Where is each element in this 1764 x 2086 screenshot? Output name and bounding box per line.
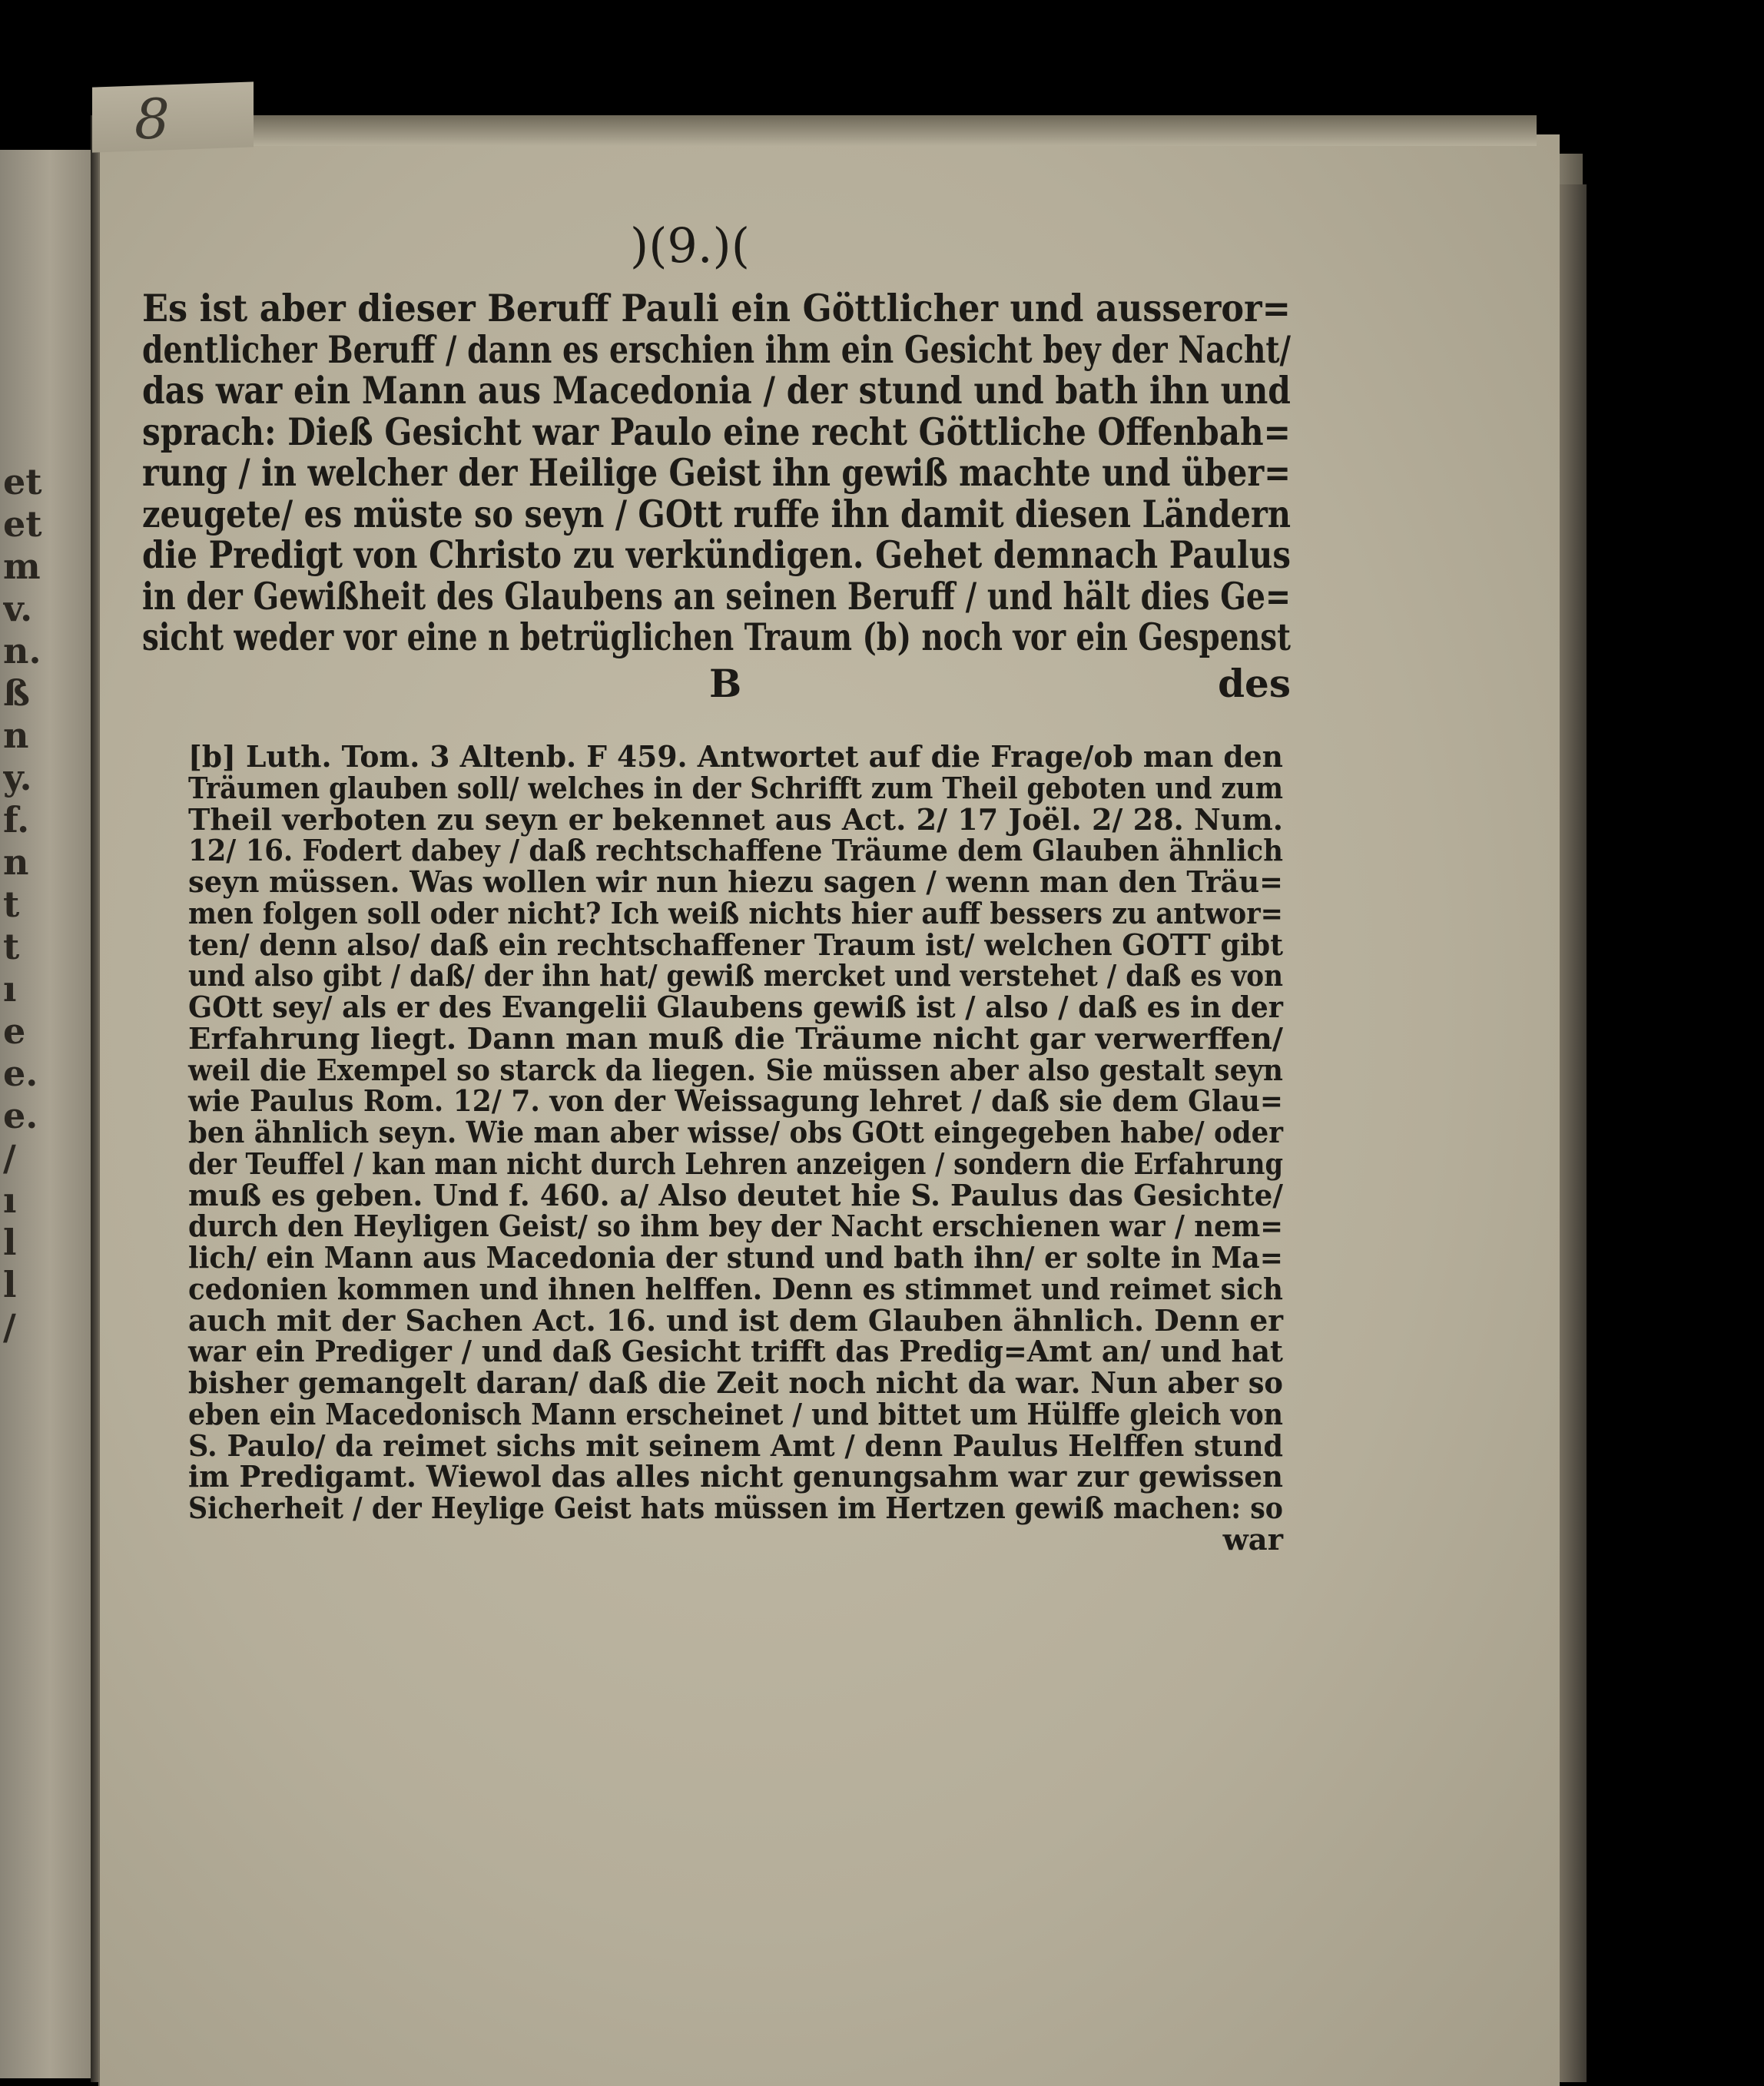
text-line: sprach: Dieß Gesicht war Paulo eine recht Göttliche Offenbah= [142,409,1291,454]
footnote-line: [b] Luth. Tom. 3 Altenb. F 459. Antwortet auf die Frage/ob man den [188,740,1283,774]
text-line: in der Gewißheit des Glaubens an seinen Beruff / und hält dies Ge= [142,573,1291,619]
footnote-line: Theil verboten zu seyn er bekennet aus Act. 2/ 17 Joël. 2/ 28. Num. [188,802,1283,837]
page-number: )(9.)( [630,217,750,274]
footnote-line: GOtt sey/ als er des Evangelii Glaubens gewiß ist / also / daß es in der [188,990,1283,1025]
footnote-line: bisher gemangelt daran/ daß die Zeit noch nicht da war. Nun aber so [188,1366,1283,1401]
footnote-block [188,742,1440,1557]
previous-page-edge [0,150,93,2078]
footnote-line: war [1222,1522,1283,1557]
page-top-shadow [230,115,1537,146]
footnote-line: durch den Heyligen Geist/ so ihm bey der Nacht erschienen war / nem= [188,1209,1283,1245]
fragment-text: t [3,926,20,967]
fragment-text: y. [3,757,32,798]
text-line: Es ist aber dieser Beruff Pauli ein Göttlicher und ausseror= [142,286,1291,330]
previous-page-text-fragments [3,461,88,1348]
footnote-line: Erfahrung liegt. Dann man muß die Träume nicht gar verwerffen/ [188,1021,1283,1056]
footnote-line: eben ein Macedonisch Mann erscheinet / und bittet um Hülffe gleich von [188,1397,1283,1432]
handwritten-corner-mark: 8 [134,87,170,151]
fragment-text: e. [3,1053,38,1094]
fragment-text: n [3,841,29,883]
fragment-text: / [3,1137,16,1179]
footnote-line: auch mit der Sachen Act. 16. und ist dem Glauben ähnlich. Denn er [188,1303,1283,1338]
footnote-line: seyn müssen. Was wollen wir nun hiezu sagen / wenn man den Träu= [188,865,1283,900]
signature-line [142,662,1291,705]
fragment-text: e. [3,1095,38,1136]
catchword: des [1218,661,1291,706]
text-line: die Predigt von Christo zu verkündigen. Gehet demnach Paulus [142,532,1291,577]
footnote-line: S. Paulo/ da reimet sichs mit seinem Amt / denn Paulus Helffen stund [188,1428,1283,1464]
text-line: sicht weder vor eine n betrüglichen Traum (b) noch vor ein Gespenst [142,615,1291,659]
footnote-line: cedonien kommen und ihnen helffen. Denn es stimmet und reimet sich [188,1272,1283,1307]
fragment-text: f. [3,799,30,841]
footnote-line: und also gibt / daß/ der ihn hat/ gewiß mercket und verstehet / daß es von [188,959,1283,994]
fragment-text: v. [3,588,33,629]
footnote-line: muß es geben. Und f. 460. a/ Also deutet hie S. Paulus das Gesichte/ [188,1178,1283,1213]
fragment-text: l [3,1264,17,1305]
fragment-text: / [3,1306,16,1348]
footnote-line: war ein Prediger / und daß Gesicht trifft das Predig=Amt an/ und hat [188,1335,1283,1370]
fragment-text: ı [3,968,17,1010]
fragment-text: ß [3,672,30,714]
text-line: das war ein Mann aus Macedonia / der stund und bath ihn und [142,368,1291,413]
footnote-line: weil die Exempel so starck da liegen. Sie müssen aber also gestalt seyn [188,1053,1283,1088]
text-line: rung / in welcher der Heilige Geist ihn gewiß machte und über= [142,450,1291,495]
fragment-text: m [3,546,41,587]
fragment-text: e [3,1010,26,1052]
fragment-text: l [3,1222,17,1263]
footnote-line: im Predigamt. Wiewol das alles nicht genungsahm war zur gewissen [188,1460,1283,1495]
footnote-line: ben ähnlich seyn. Wie man aber wisse/ obs GOtt eingegeben habe/ oder [188,1116,1283,1150]
fragment-text: ı [3,1179,17,1221]
fragment-text: et [3,461,42,502]
footnote-line: men folgen soll oder nicht? Ich weiß nichts hier auff bessers zu antwor= [188,896,1283,931]
footnote-line: lich/ ein Mann aus Macedonia der stund und bath ihn/ er solte in Ma= [188,1241,1283,1275]
torn-corner [92,81,254,152]
footnote-line: der Teuffel / kan man nicht durch Lehren anzeigen / sondern die Erfahrung [188,1146,1283,1182]
fragment-text: t [3,884,20,925]
footnote-line: ten/ denn also/ daß ein rechtschaffener Traum ist/ welchen GOTT gibt [188,927,1283,963]
text-line: dentlicher Beruff / dann es erschien ihm ein Gesicht bey der Nacht/ [142,327,1291,372]
text-line: zeugete/ es müste so seyn / GOtt ruffe ihn damit diesen Ländern [142,491,1291,536]
fragment-text: n [3,715,29,756]
footnote-line: Träumen glauben soll/ welches in der Schrifft zum Theil geboten und zum [188,771,1283,806]
signature-mark: B [709,661,742,706]
fragment-text: et [3,503,42,545]
footnote-line: wie Paulus Rom. 12/ 7. von der Weissagung lehret / daß sie dem Glau= [188,1084,1283,1119]
footnote-line: Sicherheit / der Heylige Geist hats müssen im Hertzen gewiß machen: so [188,1491,1283,1526]
fragment-text: n. [3,630,41,672]
footnote-line: 12/ 16. Fodert dabey / daß rechtschaffene Träume dem Glauben ähnlich [188,834,1283,869]
main-text-block [142,288,1599,658]
